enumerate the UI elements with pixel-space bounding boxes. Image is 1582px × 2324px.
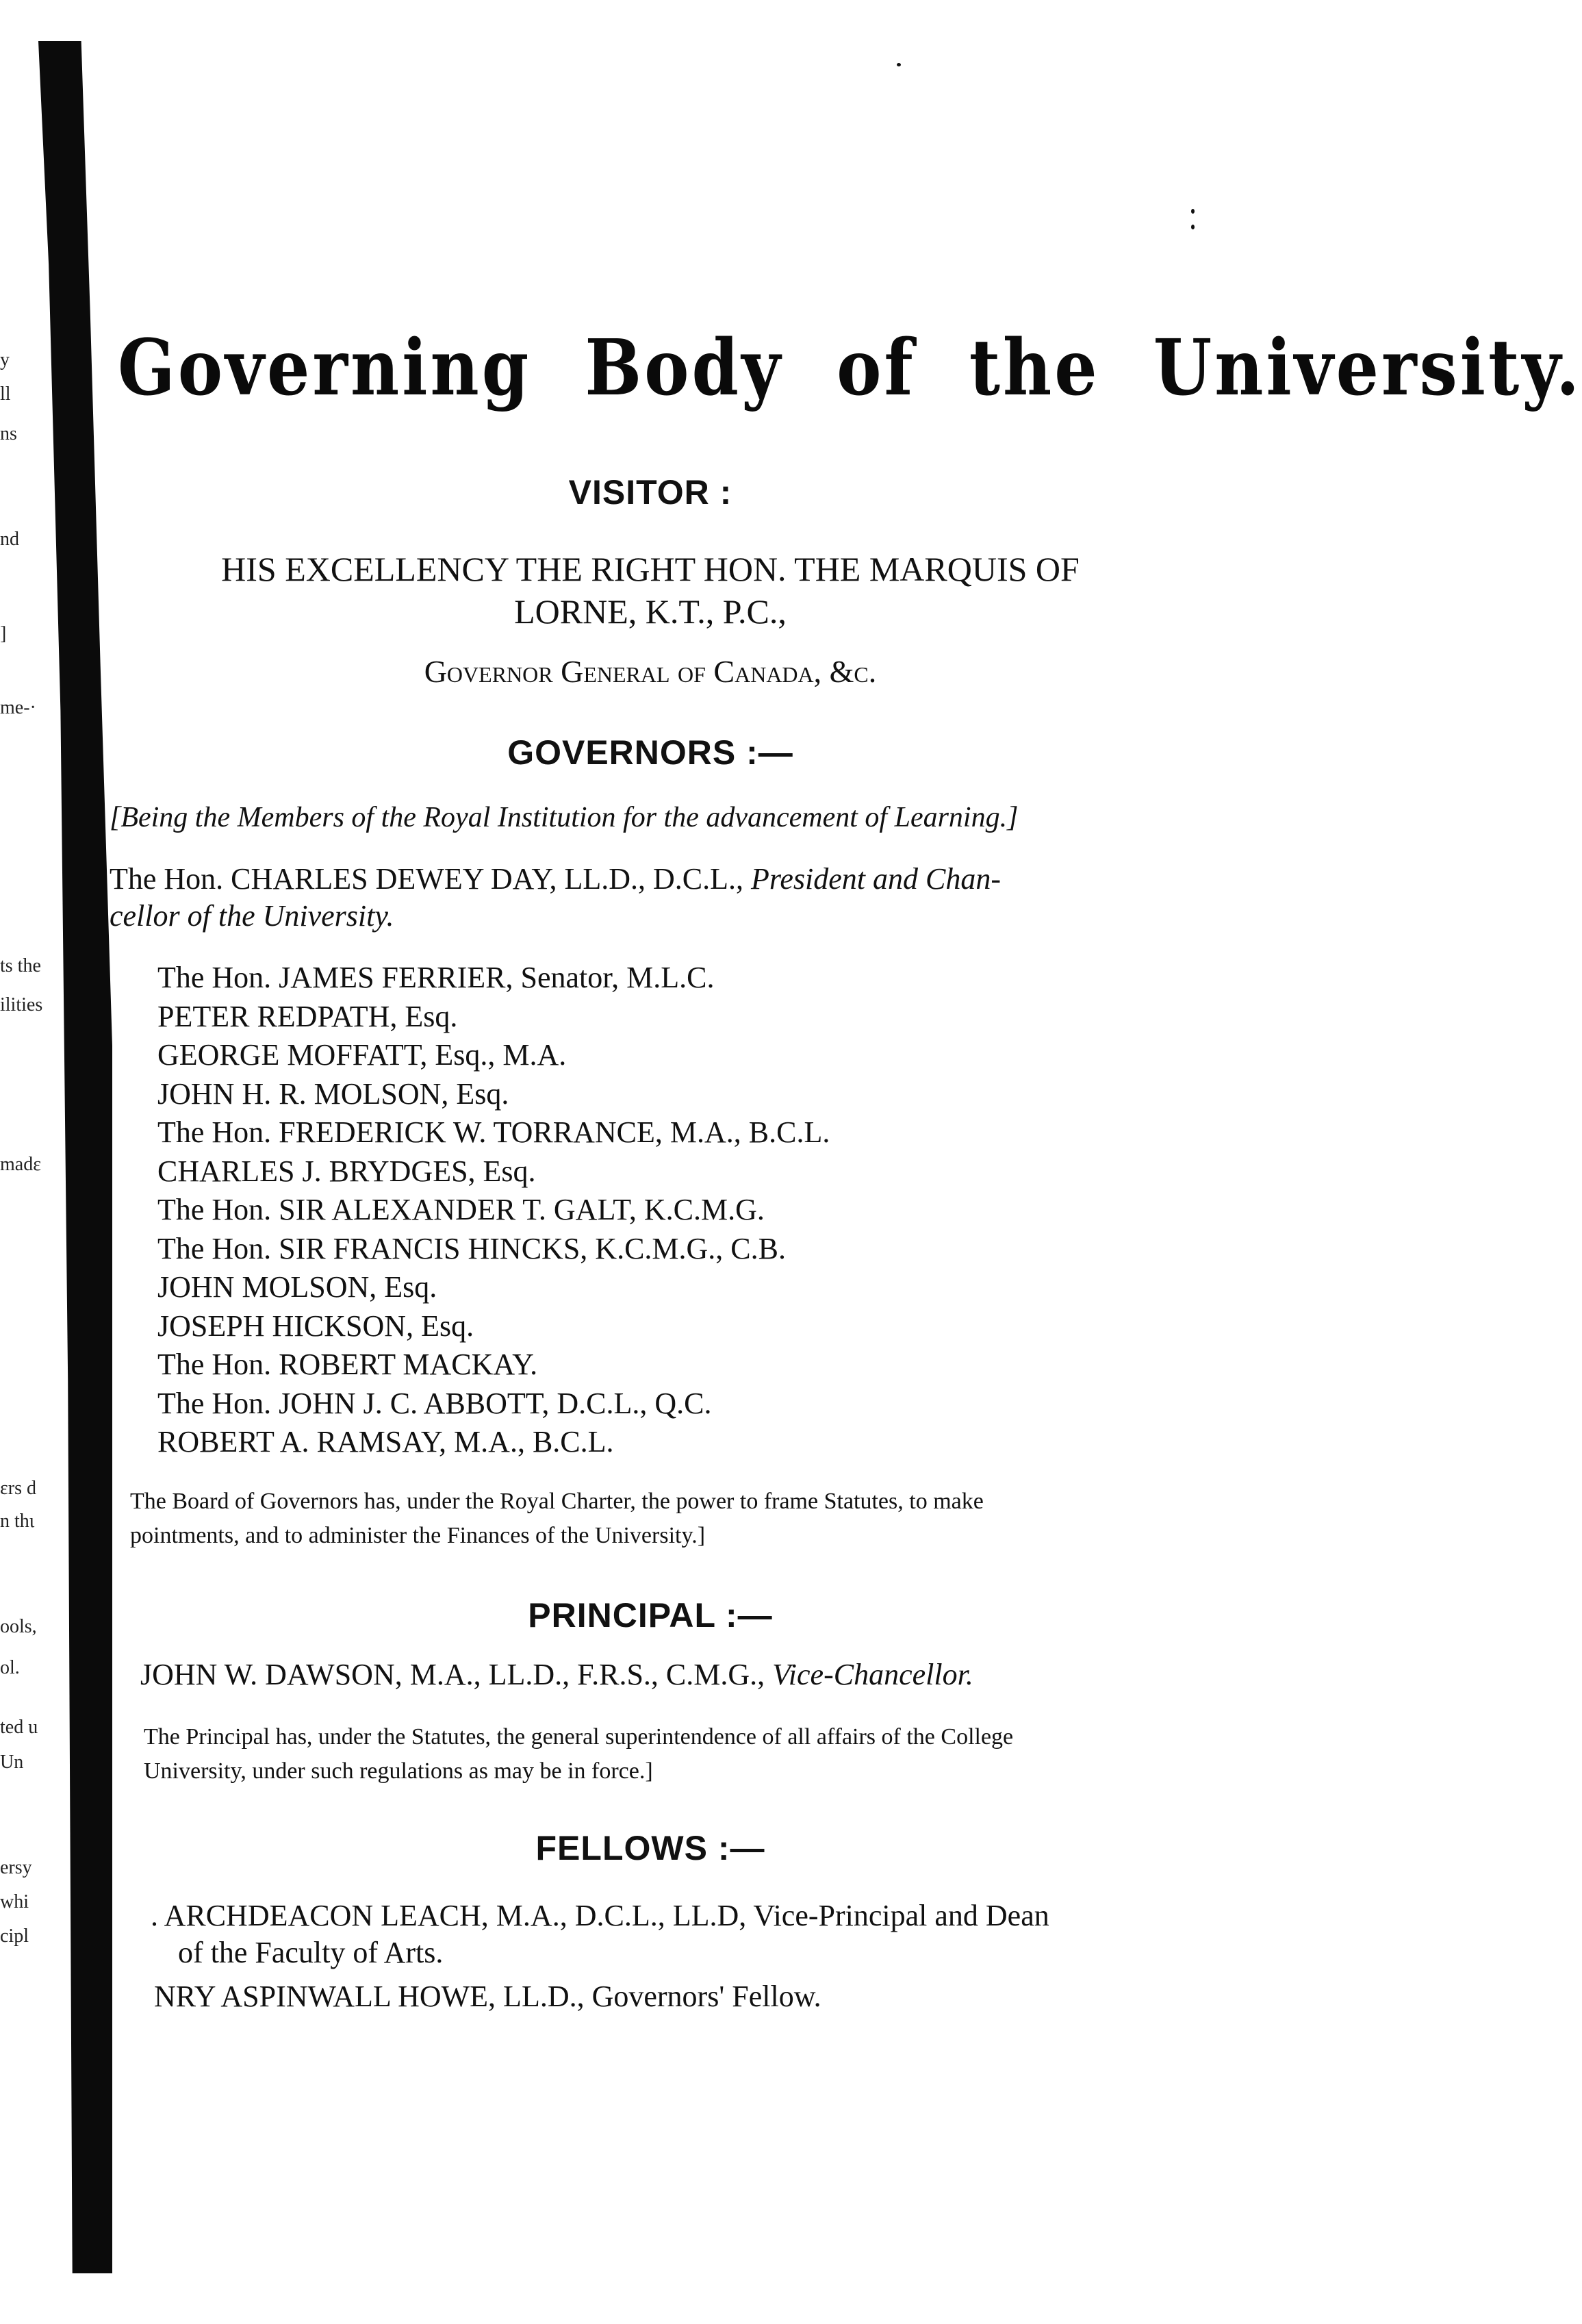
- margin-fragment: Un: [0, 1752, 24, 1773]
- margin-fragment: ools,: [0, 1616, 37, 1637]
- margin-fragment: ɛrs d: [0, 1478, 36, 1499]
- margin-fragment: n thι: [0, 1511, 35, 1532]
- president-role: President and Chan-: [751, 862, 1001, 896]
- governor-entry: The Hon. ROBERT MACKAY.: [157, 1348, 538, 1381]
- margin-fragment: whi: [0, 1891, 29, 1912]
- governor-entry: The Hon. JOHN J. C. ABBOTT, D.C.L., Q.C.: [157, 1386, 712, 1420]
- margin-fragment: madε: [0, 1154, 41, 1175]
- principal-role: Vice-Chancellor.: [772, 1658, 973, 1691]
- governors-note-line1: The Board of Governors has, under the Royal Charter, the power to frame Statutes, to make: [130, 1489, 984, 1514]
- margin-fragment: me-·: [0, 697, 36, 718]
- margin-fragment: ersy: [0, 1857, 32, 1878]
- margin-fragment: ilities: [0, 994, 43, 1015]
- margin-fragment: ted u: [0, 1717, 38, 1738]
- governor-entry: The Hon. SIR FRANCIS HINCKS, K.C.M.G., C.B.: [157, 1231, 787, 1265]
- governors-heading: GOVERNORS :—: [507, 733, 793, 772]
- governor-entry: ROBERT A. RAMSAY, M.A., B.C.L.: [157, 1425, 614, 1458]
- visitor-name-line1: HIS EXCELLENCY THE RIGHT HON. THE MARQUIS OF: [221, 550, 1080, 588]
- page-title: Governing Body of the University.: [118, 323, 1582, 414]
- governor-entry: The Hon. JAMES FERRIER, Senator, M.L.C.: [157, 961, 715, 994]
- principal-line: [140, 1657, 973, 1692]
- fellow-entry-2: NRY ASPINWALL HOWE, LL.D., Governors' Fellow.: [154, 1980, 821, 2013]
- governor-entry: The Hon. FREDERICK W. TORRANCE, M.A., B.C.L.: [157, 1115, 830, 1149]
- governors-subtitle: [Being the Members of the Royal Institution for the advancement of Learning.]: [110, 802, 1019, 833]
- document-page: [103, 0, 1582, 2324]
- margin-fragment: ll: [0, 383, 11, 405]
- governors-list: [157, 959, 830, 1462]
- governor-entry: The Hon. SIR ALEXANDER T. GALT, K.C.M.G.: [157, 1193, 765, 1226]
- governor-entry: PETER REDPATH, Esq.: [157, 999, 458, 1033]
- president-name: The Hon. CHARLES DEWEY DAY, LL.D., D.C.L.,: [110, 862, 743, 896]
- principal-note-line2: University, under such regulations as may be in force.]: [144, 1758, 653, 1784]
- margin-fragment: ol.: [0, 1657, 20, 1678]
- governor-entry: GEORGE MOFFATT, Esq., M.A.: [157, 1038, 567, 1072]
- governor-entry: JOHN H. R. MOLSON, Esq.: [157, 1076, 509, 1111]
- principal-heading: PRINCIPAL :—: [528, 1596, 773, 1634]
- governors-note-line2: pointments, and to administer the Finances of the University.]: [130, 1523, 706, 1548]
- margin-fragment: ]: [0, 623, 7, 644]
- governor-entry: JOSEPH HICKSON, Esq.: [157, 1309, 474, 1343]
- fellow-entry-1-cont: of the Faculty of Arts.: [178, 1936, 444, 1969]
- margin-fragment: cipl: [0, 1925, 29, 1947]
- margin-fragment: y: [0, 349, 10, 370]
- margin-fragment: ts the: [0, 955, 41, 976]
- president-line: [110, 861, 1001, 896]
- fellow-entry-1: . ARCHDEACON LEACH, M.A., D.C.L., LL.D, Vice-Principal and Dean: [151, 1899, 1049, 1932]
- governor-entry: JOHN MOLSON, Esq.: [157, 1270, 437, 1304]
- visitor-title: Governor General of Canada, &c.: [424, 654, 877, 689]
- principal-name: JOHN W. DAWSON, M.A., LL.D., F.R.S., C.M.G.,: [140, 1658, 765, 1691]
- president-line2: cellor of the University.: [110, 899, 394, 933]
- visitor-name-line2: LORNE, K.T., P.C.,: [514, 592, 787, 631]
- governor-entry: CHARLES J. BRYDGES, Esq.: [157, 1154, 536, 1188]
- margin-fragment: nd: [0, 529, 19, 550]
- visitor-heading: VISITOR :: [568, 473, 732, 511]
- fellows-heading: FELLOWS :—: [535, 1829, 765, 1867]
- principal-note-line1: The Principal has, under the Statutes, the general superintendence of all affairs of the College: [144, 1724, 1014, 1750]
- margin-fragment: ns: [0, 423, 17, 444]
